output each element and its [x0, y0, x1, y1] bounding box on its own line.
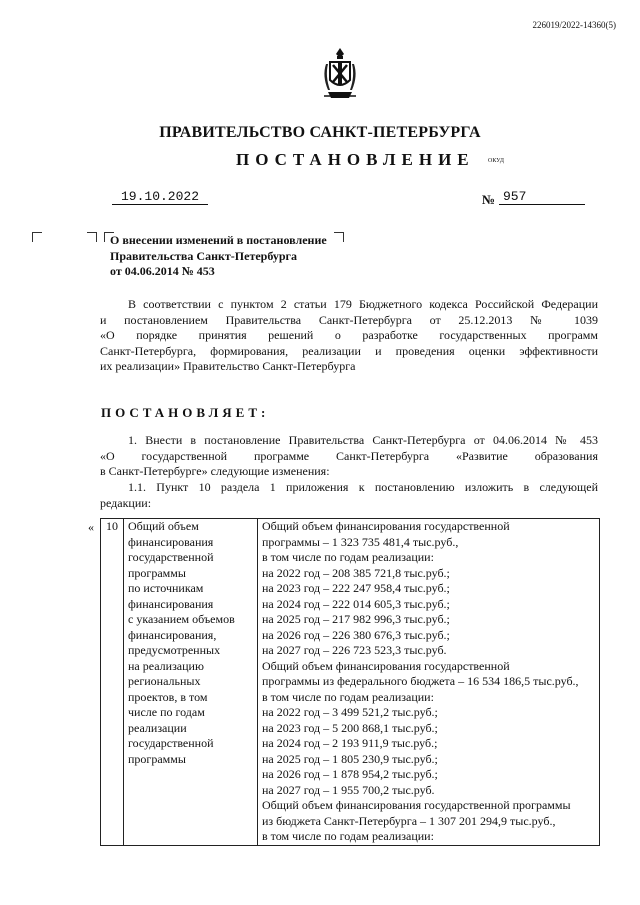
number-sign: №: [482, 192, 496, 207]
financing-table: [100, 518, 600, 846]
value-line: на 2022 год – 208 385 721,8 тыс.руб.;: [262, 565, 450, 580]
registration-number: 226019/2022-14360(5): [532, 20, 616, 30]
subject-line: О внесении изменений в постановление: [110, 233, 327, 247]
value-line: на 2025 год – 1 805 230,9 тыс.руб.;: [262, 751, 438, 766]
value-line: из бюджета Санкт-Петербурга – 1 307 201 294,9 тыс.руб.,: [262, 813, 556, 828]
row-number: 10: [106, 519, 118, 533]
preamble-line: их реализации» Правительство Санкт-Петербурга: [100, 359, 356, 373]
resolves-heading: ПОСТАНОВЛЯЕТ:: [101, 405, 270, 420]
label-line: региональных: [128, 674, 201, 688]
label-line: Общий объем: [128, 519, 199, 533]
value-line: программы из федерального бюджета – 16 534 186,5 тыс.руб.,: [262, 674, 579, 688]
label-line: государственной: [128, 550, 214, 564]
value-line: на 2027 год – 226 723 523,3 тыс.руб.: [262, 643, 447, 657]
value-line: в том числе по годам реализации:: [262, 550, 434, 564]
subject-line: от 04.06.2014 № 453: [110, 264, 215, 278]
preamble-paragraph: [100, 297, 598, 375]
label-cell: [124, 519, 258, 846]
subject-line: Правительства Санкт-Петербурга: [110, 248, 298, 263]
label-line: реализации: [128, 720, 187, 735]
value-cell: [258, 519, 600, 846]
value-line: на 2026 год – 1 878 954,2 тыс.руб.;: [262, 767, 438, 781]
government-title: ПРАВИТЕЛЬСТВО САНКТ-ПЕТЕРБУРГА: [159, 124, 481, 141]
value-line: на 2025 год – 217 982 996,3 тыс.руб.;: [262, 612, 450, 626]
value-line: на 2022 год – 3 499 521,2 тыс.руб.;: [262, 705, 438, 719]
label-line: финансирования,: [128, 627, 217, 642]
label-line: программы: [128, 565, 186, 580]
value-line: в том числе по годам реализации:: [262, 829, 434, 843]
label-line: проектов, в том: [128, 689, 208, 704]
document-date: 19.10.2022: [112, 189, 208, 205]
value-line: Общий объем финансирования государственной: [262, 658, 510, 673]
item-1-1-line: редакции:: [100, 495, 152, 510]
table-row: [101, 519, 600, 846]
label-line: на реализацию: [128, 658, 204, 673]
value-line: на 2026 год – 226 380 676,3 тыс.руб.;: [262, 627, 450, 642]
document-number: 957: [499, 189, 585, 205]
item-1-line: «О государственной программе Санкт-Петербурга «Развитие образования: [100, 448, 598, 463]
item-1-1-paragraph: [100, 480, 598, 511]
label-line: государственной: [128, 736, 214, 750]
item-1-paragraph: [100, 433, 598, 480]
item-1-1-line: 1.1. Пункт 10 раздела 1 приложения к постановлению изложить в следующей: [128, 480, 598, 494]
label-line: числе по годам: [128, 705, 205, 719]
preamble-line: В соответствии с пунктом 2 статьи 179 Бюджетного кодекса Российской Федерации: [128, 297, 598, 311]
okud-label: ОКУД: [488, 158, 504, 164]
document-subject: [110, 233, 327, 280]
item-1-line: 1. Внести в постановление Правительства Санкт-Петербурга от 04.06.2014 № 453: [128, 433, 598, 447]
value-line: Общий объем финансирования государственной программы: [262, 798, 571, 812]
preamble-line: Санкт-Петербурга, формирования, реализации и проведения оценки эффективности: [100, 343, 598, 358]
item-1-line: в Санкт-Петербурге» следующие изменения:: [100, 464, 330, 478]
value-line: на 2023 год – 222 247 958,4 тыс.руб.;: [262, 581, 450, 595]
preamble-line: «О порядке принятия решений о разработке государственных программ: [100, 328, 598, 342]
label-line: по источникам: [128, 581, 204, 595]
opening-quote: «: [88, 520, 94, 534]
value-line: на 2024 год – 222 014 605,3 тыс.руб.;: [262, 596, 450, 611]
value-line: на 2024 год – 2 193 911,9 тыс.руб.;: [262, 736, 438, 750]
corner-mark-right: [87, 232, 97, 242]
corner-mark-left: [32, 232, 42, 242]
value-line: Общий объем финансирования государственной: [262, 519, 510, 533]
label-line: финансирования: [128, 596, 214, 611]
label-line: программы: [128, 751, 186, 766]
value-line: в том числе по годам реализации:: [262, 689, 434, 704]
label-line: предусмотренных: [128, 643, 221, 657]
value-line: на 2027 год – 1 955 700,2 тыс.руб.: [262, 782, 435, 797]
label-line: финансирования: [128, 534, 214, 549]
row-number-cell: [101, 519, 124, 846]
corner-mark-subject-end: [334, 232, 344, 242]
value-line: на 2023 год – 5 200 868,1 тыс.руб.;: [262, 720, 438, 735]
coat-of-arms-emblem: [316, 46, 364, 104]
label-line: с указанием объемов: [128, 612, 235, 626]
document-type: ПОСТАНОВЛЕНИЕ: [236, 150, 475, 169]
preamble-line: и постановлением Правительства Санкт-Петербурга от 25.12.2013 № 1039: [100, 312, 598, 327]
value-line: программы – 1 323 735 481,4 тыс.руб.,: [262, 534, 459, 549]
